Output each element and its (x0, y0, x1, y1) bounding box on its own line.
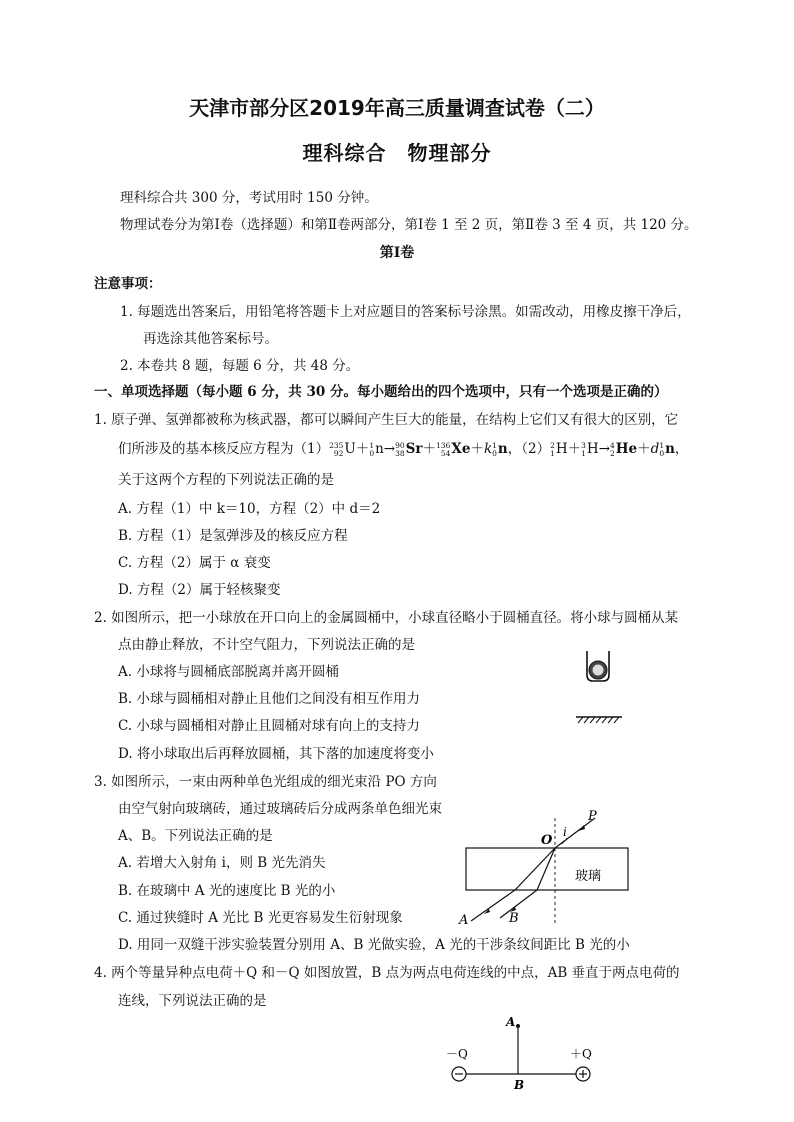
volume-heading: 第Ⅰ卷 (379, 245, 415, 261)
q4-stem: 4. 两个等量异种点电荷＋Q 和－Q 如图放置，B 点为两点电荷连线的中点，AB 垂直于两点电荷的 (94, 965, 680, 981)
label-b: B (509, 911, 519, 926)
q2-option-a[interactable]: A. 小球将与圆桶底部脱离并离开圆桶 (118, 664, 339, 680)
intro-line-2: 物理试卷分为第Ⅰ卷（选择题）和第Ⅱ卷两部分，第Ⅰ卷 1 至 2 页，第Ⅱ卷 3 至 4 页，共 120 分。 (120, 217, 698, 233)
q3-figure-glass-refraction (455, 800, 645, 935)
q3-option-c[interactable]: C. 通过狭缝时 A 光比 B 光更容易发生衍射现象 (118, 910, 403, 926)
q1-stem-end: 关于这两个方程的下列说法正确的是 (118, 472, 334, 488)
q2-stem: 2. 如图所示，把一小球放在开口向上的金属圆桶中，小球直径略小于圆桶直径。将小球与圆桶从某 (94, 610, 679, 626)
q1-stem-prefix: 们所涉及的基本核反应方程为（1） (118, 441, 330, 457)
q1-stem-mid: ，（2） (507, 441, 551, 457)
q1-equations (118, 437, 688, 458)
q4-stem-cont: 连线，下列说法正确的是 (118, 993, 267, 1009)
label-b: B (514, 1078, 525, 1092)
label-pos-q: ＋Q (570, 1047, 592, 1061)
q3-stem-end: A、B。下列说法正确的是 (118, 828, 273, 844)
q2-option-c[interactable]: C. 小球与圆桶相对静止且圆桶对球有向上的支持力 (118, 718, 420, 734)
q2-option-b[interactable]: B. 小球与圆桶相对静止且他们之间没有相互作用力 (118, 691, 421, 707)
label-o: O (541, 833, 553, 848)
q1-option-a[interactable]: A. 方程（1）中 k＝10，方程（2）中 d＝2 (118, 501, 381, 517)
ray-a-inside (515, 848, 555, 890)
label-i: i (563, 825, 567, 839)
q2-option-d[interactable]: D. 将小球取出后再释放圆桶，其下落的加速度将变小 (118, 746, 434, 762)
intro-line-1: 理科综合共 300 分，考试用时 150 分钟。 (120, 190, 378, 206)
q1-equation-1: 235 92 U＋ 1 0 n→ 90 38 Sr＋ 136 54 Xe＋k 1 0 n (329, 440, 508, 458)
q2-figure-bucket-ball (570, 645, 630, 730)
q2-stem-cont: 点由静止释放，不计空气阻力，下列说法正确的是 (118, 637, 415, 653)
incident-arrow (578, 825, 585, 831)
q1-option-b[interactable]: B. 方程（1）是氢弹涉及的核反应方程 (118, 528, 348, 544)
label-a: A (459, 913, 469, 928)
q3-option-a[interactable]: A. 若增大入射角 i，则 B 光先消失 (118, 855, 326, 871)
notice-heading: 注意事项： (94, 276, 162, 292)
q3-stem: 3. 如图所示，一束由两种单色光组成的细光束沿 PO 方向 (94, 774, 437, 790)
q1-option-d[interactable]: D. 方程（2）属于轻核聚变 (118, 582, 281, 598)
point-a (516, 1024, 520, 1028)
ball-highlight (593, 665, 604, 676)
section-1-heading: 一、单项选择题（每小题 6 分，共 30 分。每小题给出的四个选项中，只有一个选项是正确的） (94, 384, 668, 400)
ground-hatching (578, 717, 619, 723)
label-neg-q: －Q (446, 1047, 468, 1061)
notice-item-1-cont: 再选涂其他答案标号。 (143, 331, 278, 347)
notice-item-1: 1. 每题选出答案后，用铅笔将答题卡上对应题目的答案标号涂黑。如需改动，用橡皮擦干净后， (120, 304, 691, 320)
q1-stem: 1. 原子弹、氢弹都被称为核武器，都可以瞬间产生巨大的能量，在结构上它们又有很大的区别，它 (94, 412, 679, 428)
q3-option-d[interactable]: D. 用同一双缝干涉实验装置分别用 A、B 光做实验，A 光的干涉条纹间距比 B 光的小 (118, 937, 630, 953)
q1-option-c[interactable]: C. 方程（2）属于 α 衰变 (118, 555, 271, 571)
page-title: 天津市部分区2019年高三质量调查试卷（二） (189, 96, 605, 120)
q3-option-b[interactable]: B. 在玻璃中 A 光的速度比 B 光的小 (118, 883, 336, 899)
label-glass: 玻璃 (575, 869, 602, 884)
page-subtitle: 理科综合 物理部分 (302, 141, 492, 165)
label-a: A (506, 1015, 516, 1029)
q3-stem-cont: 由空气射向玻璃砖，通过玻璃砖后分成两条单色细光束 (118, 801, 442, 817)
q4-figure-charges (440, 1010, 610, 1095)
ray-b-inside (537, 848, 555, 890)
q1-equation-2: 2 1 H＋ 3 1 H→ 4 2 He＋d 1 0 n， (550, 440, 689, 458)
label-p: P (588, 809, 597, 824)
glass-block (466, 848, 628, 890)
notice-item-2: 2. 本卷共 8 题，每题 6 分，共 48 分。 (120, 358, 360, 374)
